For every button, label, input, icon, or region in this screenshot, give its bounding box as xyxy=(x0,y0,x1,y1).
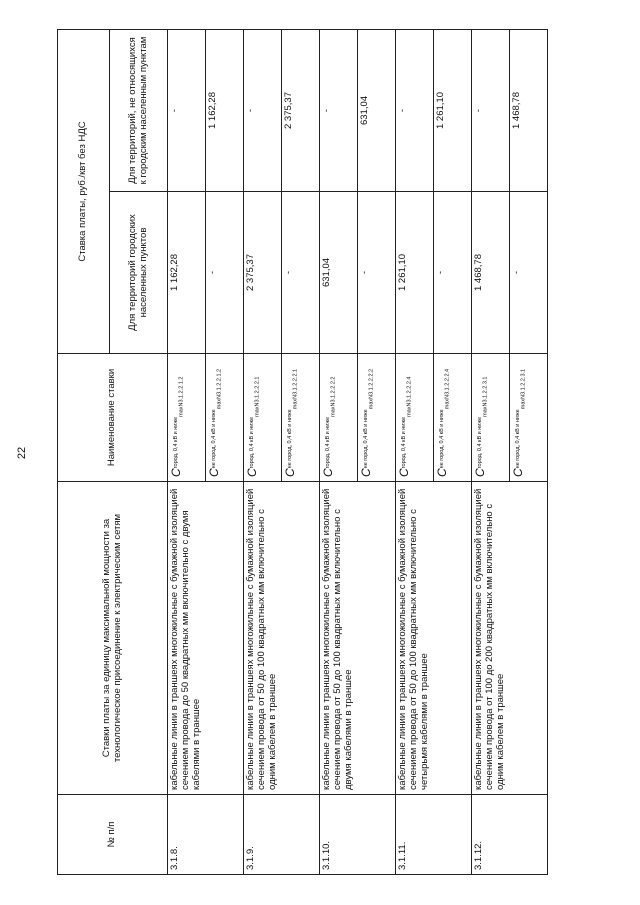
row-code: 3.1.12. xyxy=(472,795,548,875)
header-rural: Для территорий, не относящихся к городским населенным пунктам xyxy=(110,30,168,192)
urban-value: - xyxy=(510,192,548,354)
urban-value: - xyxy=(434,192,472,354)
table-row xyxy=(472,30,510,875)
rotated-page-content xyxy=(57,30,543,875)
urban-value: 2 375,37 xyxy=(244,192,282,354)
header-description: Ставки платы за единицу максимальной мощности за технологическое присоединение к электрическим сетям xyxy=(58,482,168,795)
table-row xyxy=(168,30,206,875)
rate-name: $C^{не город, 0,4 кВ и ниже}_{maxN3.1.2.2.1.2}$ xyxy=(206,354,244,482)
urban-value: - xyxy=(358,192,396,354)
header-rate: Ставка платы, руб./квт без НДС xyxy=(58,30,110,354)
urban-value: 1 468,78 xyxy=(472,192,510,354)
row-code: 3.1.11. xyxy=(396,795,472,875)
rural-value: - xyxy=(396,30,434,192)
row-code: 3.1.8. xyxy=(168,795,244,875)
urban-value: - xyxy=(282,192,320,354)
tariff-table xyxy=(57,29,548,875)
rural-value: 1 468,78 xyxy=(510,30,548,192)
row-description: кабельные линии в траншеях многожильные с бумажной изоляцией сечением провода от 50 до 100 квадратных мм включительно с четырьмя кабелями в траншее xyxy=(396,482,472,795)
rate-name: $C^{не город, 0,4 кВ и ниже}_{maxN3.1.2.2.2.1}$ xyxy=(282,354,320,482)
row-description: кабельные линии в траншеях многожильные с бумажной изоляцией сечением провода от 100 до 200 квадратных мм включительно с одним кабелем в траншее xyxy=(472,482,548,795)
rate-name: $C^{город, 0,4 кВ и ниже}_{maxN3.1.2.2.3.1}$ xyxy=(472,354,510,482)
row-description: кабельные линии в траншеях многожильные с бумажной изоляцией сечением провода до 50 квадратных мм включительно с двумя кабелями в траншее xyxy=(168,482,244,795)
row-code: 3.1.9. xyxy=(244,795,320,875)
rural-value: - xyxy=(320,30,358,192)
rate-name: $C^{город, 0,4 кВ и ниже}_{maxN3.1.2.2.2.1}$ xyxy=(244,354,282,482)
table-row xyxy=(244,30,282,875)
rural-value: - xyxy=(472,30,510,192)
rural-value: 1 162,28 xyxy=(206,30,244,192)
table-row xyxy=(396,30,434,875)
urban-value: 631,04 xyxy=(320,192,358,354)
rural-value: 2 375,37 xyxy=(282,30,320,192)
header-urban: Для территорий городских населенных пунктов xyxy=(110,192,168,354)
table-row xyxy=(320,30,358,875)
rate-name: $C^{город, 0,4 кВ и ниже}_{maxN3.1.2.2.1.2}$ xyxy=(168,354,206,482)
row-description: кабельные линии в траншеях многожильные с бумажной изоляцией сечением провода от 50 до 100 квадратных мм включительно с двумя кабелями в траншее xyxy=(320,482,396,795)
rural-value: 1 261,10 xyxy=(434,30,472,192)
header-rate-name: Наименование ставки xyxy=(58,354,168,482)
rural-value: - xyxy=(244,30,282,192)
urban-value: 1 261,10 xyxy=(396,192,434,354)
header-number: № п/п xyxy=(58,795,168,875)
urban-value: - xyxy=(206,192,244,354)
page-number: 22 xyxy=(16,446,28,460)
rate-name: $C^{город, 0,4 кВ и ниже}_{maxN3.1.2.2.2.2}$ xyxy=(320,354,358,482)
row-description: кабельные линии в траншеях многожильные с бумажной изоляцией сечением провода от 50 до 100 квадратных мм включительно с одним кабелем в траншее xyxy=(244,482,320,795)
rate-name: $C^{не город, 0,4 кВ и ниже}_{maxN3.1.2.2.3.1}$ xyxy=(510,354,548,482)
rural-value: 631,04 xyxy=(358,30,396,192)
row-code: 3.1.10. xyxy=(320,795,396,875)
rate-name: $C^{город, 0,4 кВ и ниже}_{maxN3.1.2.2.2.4}$ xyxy=(396,354,434,482)
urban-value: 1 162,28 xyxy=(168,192,206,354)
rate-name: $C^{не город, 0,4 кВ и ниже}_{maxN3.1.2.2.2.4}$ xyxy=(434,354,472,482)
rural-value: - xyxy=(168,30,206,192)
rate-name: $C^{не город, 0,4 кВ и ниже}_{maxN3.1.2.2.2.2}$ xyxy=(358,354,396,482)
